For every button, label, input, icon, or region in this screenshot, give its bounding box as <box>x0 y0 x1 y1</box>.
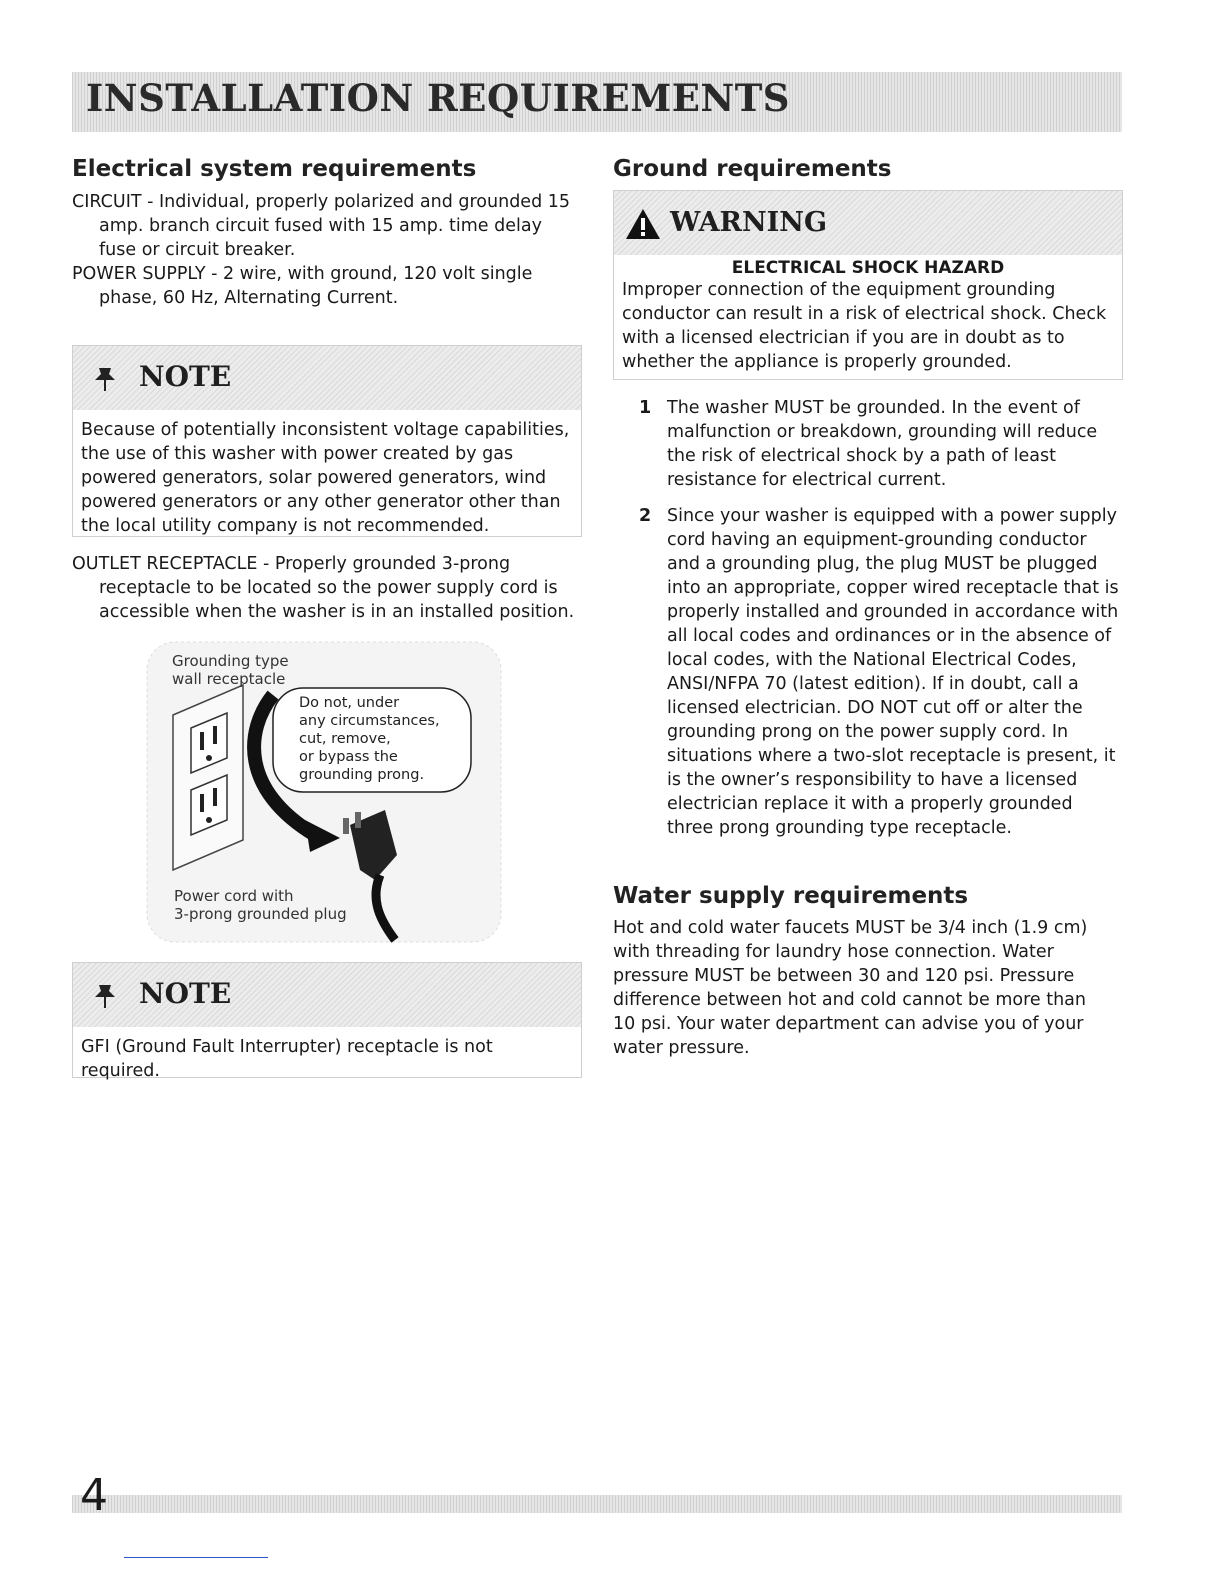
warning-box <box>613 190 1123 380</box>
receptacle-illustration <box>145 640 505 945</box>
electrical-heading: Electrical system requirements <box>72 156 477 182</box>
title-bar <box>72 72 1122 132</box>
receptacle-label-line2: wall receptacle <box>172 670 286 688</box>
warning-header <box>614 191 1122 255</box>
list-item <box>615 396 1123 492</box>
list-item <box>615 504 1123 840</box>
step-number: 2 <box>639 506 652 526</box>
step-text: The washer MUST be grounded. In the event of malfunction or breakdown, grounding will reduce the risk of electrical shock by a path of least resistance for electrical current. <box>667 398 1098 490</box>
receptacle-label-line1: Grounding type <box>172 652 289 670</box>
circuit-spec: CIRCUIT - Individual, properly polarized and grounded 15 amp. branch circuit fused with 15 amp. time delay fuse or circuit breaker. <box>72 192 571 260</box>
note-box-generators <box>72 345 582 537</box>
power-supply-spec: POWER SUPPLY - 2 wire, with ground, 120 volt single phase, 60 Hz, Alternating Current. <box>72 264 533 308</box>
cord-label-line1: Power cord with <box>174 887 294 905</box>
outlet-spec: OUTLET RECEPTACLE - Properly grounded 3-prong receptacle to be located so the power supply cord is accessible when the washer is in an installed position. <box>72 554 575 622</box>
water-heading: Water supply requirements <box>613 883 969 909</box>
electrical-specs <box>72 190 572 310</box>
step-text: Since your washer is equipped with a power supply cord having an equipment-grounding conductor and a grounding plug, the plug MUST be plugged into an appropriate, copper wired receptacle that is properly installed and grounded in accordance with all local codes and ordinances or in the absence of local codes, with the National Electrical Codes, ANSI/NFPA 70 (latest edition). If in doubt, call a licensed electrician. DO NOT cut off or alter the grounding prong on the power supply cord. In situations where a two-slot receptacle is present, it is the owner’s responsibility to have a licensed electrician replace it with a properly grounded three prong grounding type receptacle. <box>667 506 1119 838</box>
note-header <box>73 963 581 1027</box>
note-box-gfi <box>72 962 582 1081</box>
footer-bar <box>72 1495 1122 1513</box>
footer-divider <box>124 1557 268 1558</box>
ground-steps-list <box>615 396 1123 840</box>
grounding-receptacle-figure <box>145 640 505 945</box>
note-title: NOTE <box>139 360 232 393</box>
warning-text: Improper connection of the equipment grounding conductor can result in a risk of electrical shock. Check with a licensed electrician if you are in doubt as to whether the appliance is properly grounded. <box>622 280 1107 372</box>
hazard-title: ELECTRICAL SHOCK HAZARD <box>731 258 1005 278</box>
callout-line3: cut, remove, <box>299 731 391 747</box>
callout-line5: grounding prong. <box>299 767 425 783</box>
page-number: 4 <box>80 1470 108 1521</box>
warning-triangle-icon <box>624 207 662 241</box>
ground-heading: Ground requirements <box>613 156 892 182</box>
note-title: NOTE <box>139 977 232 1010</box>
callout-line2: any circumstances, <box>299 713 440 729</box>
note-text: GFI (Ground Fault Interrupter) receptacle is not required. <box>81 1037 493 1081</box>
note-header <box>73 346 581 410</box>
note-text: Because of potentially inconsistent voltage capabilities, the use of this washer with power created by gas powered generators, solar powered generators, wind powered generators or any other generator other than the local utility company is not recommended. <box>81 420 570 536</box>
callout-line4: or bypass the <box>299 749 398 765</box>
pushpin-icon <box>89 364 129 394</box>
page-title: INSTALLATION REQUIREMENTS <box>86 76 790 120</box>
cord-label-line2: 3-prong grounded plug <box>174 905 347 923</box>
step-number: 1 <box>639 398 652 418</box>
water-text: Hot and cold water faucets MUST be 3/4 inch (1.9 cm) with threading for laundry hose connection. Water pressure MUST be between 30 and 120 psi. Pressure difference between hot and cold cannot be more than 10 psi. Your water department can advise you of your water pressure. <box>613 918 1088 1058</box>
pushpin-icon <box>89 981 129 1011</box>
callout-line1: Do not, under <box>299 695 400 711</box>
warning-title: WARNING <box>670 207 828 238</box>
outlet-spec-block <box>72 552 577 624</box>
